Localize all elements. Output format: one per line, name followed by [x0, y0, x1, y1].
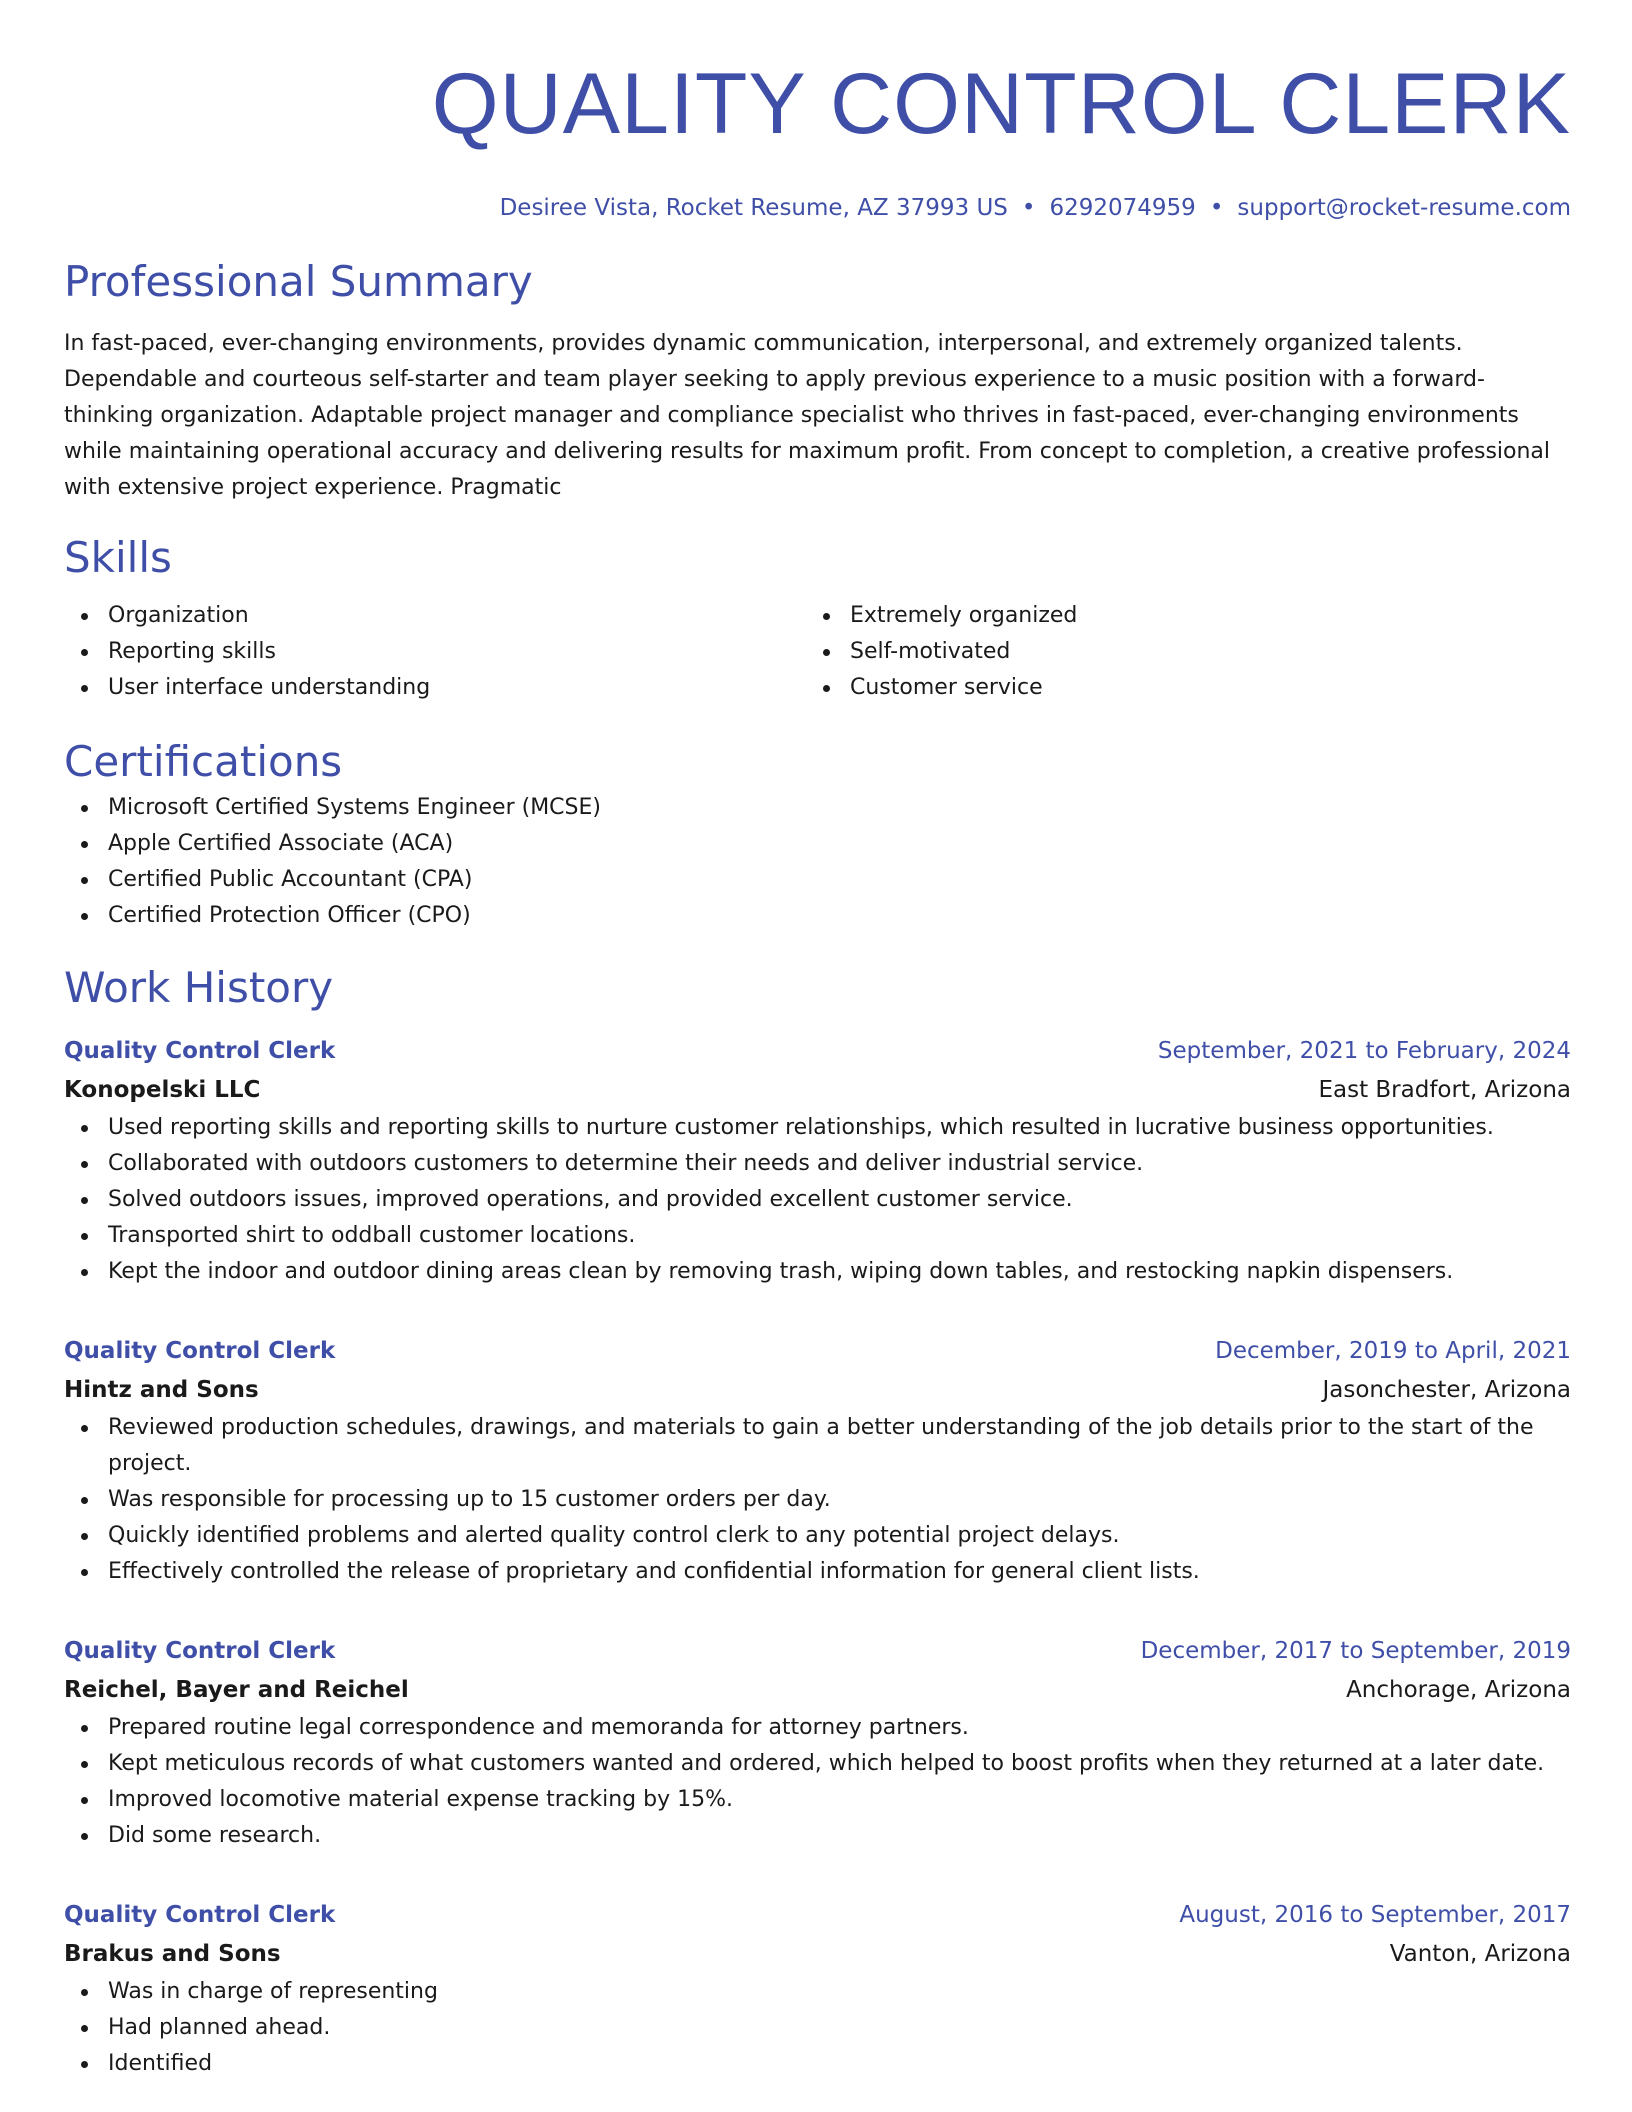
job-title: Quality Control Clerk	[64, 1902, 336, 1928]
job-duty-item: Identified	[64, 2046, 1571, 2082]
job-entry	[64, 1332, 1571, 1590]
resume-page	[64, 54, 1571, 2082]
job-dates: December, 2017 to September, 2019	[1140, 1638, 1571, 1664]
job-location: East Bradfort, Arizona	[1318, 1077, 1571, 1103]
job-entry	[64, 1632, 1571, 1854]
contact-separator: •	[1021, 195, 1036, 221]
job-duty-item: Solved outdoors issues, improved operations, and provided excellent customer service.	[64, 1182, 1571, 1218]
resume-header	[64, 54, 1571, 224]
skills-column-left	[64, 598, 806, 706]
skill-item: Self-motivated	[806, 634, 1548, 670]
job-company: Reichel, Bayer and Reichel	[64, 1677, 409, 1703]
job-duty-item: Kept the indoor and outdoor dining areas clean by removing trash, wiping down tables, and restocking napkin dispensers.	[64, 1254, 1571, 1290]
skill-item: Customer service	[806, 670, 1548, 706]
job-title: Quality Control Clerk	[64, 1038, 336, 1064]
skills-column-right	[806, 598, 1548, 706]
job-duties	[64, 1110, 1571, 1290]
job-duty-item: Quickly identified problems and alerted quality control clerk to any potential project delays.	[64, 1518, 1571, 1554]
job-duty-item: Had planned ahead.	[64, 2010, 1571, 2046]
job-company-row	[64, 1670, 1571, 1710]
job-entry	[64, 1032, 1571, 1290]
work-history-heading: Work History	[64, 963, 334, 1012]
contact-email[interactable]: support@rocket-resume.com	[1237, 195, 1571, 221]
job-duty-item: Reviewed production schedules, drawings, and materials to gain a better understanding of the job details prior to the start of the project.	[64, 1410, 1571, 1482]
job-location: Vanton, Arizona	[1389, 1941, 1571, 1967]
job-duty-item: Collaborated with outdoors customers to determine their needs and deliver industrial service.	[64, 1146, 1571, 1182]
job-company: Brakus and Sons	[64, 1941, 281, 1967]
job-duty-item: Was responsible for processing up to 15 customer orders per day.	[64, 1482, 1571, 1518]
job-duty-item: Used reporting skills and reporting skills to nurture customer relationships, which resulted in lucrative business opportunities.	[64, 1110, 1571, 1146]
skills-list	[64, 598, 1571, 706]
skills-heading: Skills	[64, 533, 172, 582]
job-dates: December, 2019 to April, 2021	[1215, 1338, 1571, 1364]
job-duty-item: Effectively controlled the release of proprietary and confidential information for general client lists.	[64, 1554, 1571, 1590]
certification-item: Certified Public Accountant (CPA)	[64, 862, 1571, 898]
job-duty-item: Improved locomotive material expense tracking by 15%.	[64, 1782, 1571, 1818]
summary-heading: Professional Summary	[64, 257, 533, 306]
job-title: Quality Control Clerk	[64, 1638, 336, 1664]
job-dates: August, 2016 to September, 2017	[1179, 1902, 1571, 1928]
contact-phone[interactable]: 6292074959	[1049, 195, 1196, 221]
skill-item: Organization	[64, 598, 806, 634]
contact-address: Desiree Vista, Rocket Resume, AZ 37993 US	[499, 195, 1008, 221]
job-duty-item: Was in charge of representing	[64, 1974, 1571, 2010]
skill-item: Extremely organized	[806, 598, 1548, 634]
job-duty-item: Kept meticulous records of what customers wanted and ordered, which helped to boost profits when they returned at a later date.	[64, 1746, 1571, 1782]
contact-line	[64, 192, 1571, 224]
certifications-list	[64, 790, 1571, 934]
job-company: Hintz and Sons	[64, 1377, 259, 1403]
skill-item: User interface understanding	[64, 670, 806, 706]
skill-item: Reporting skills	[64, 634, 806, 670]
job-location: Anchorage, Arizona	[1346, 1677, 1571, 1703]
job-title-row	[64, 1032, 1571, 1070]
job-entry	[64, 1896, 1571, 2082]
certification-item: Microsoft Certified Systems Engineer (MCSE)	[64, 790, 1571, 826]
job-company-row	[64, 1934, 1571, 1974]
certifications-heading: Certifications	[64, 737, 343, 786]
candidate-title: QUALITY CONTROL CLERK	[431, 56, 1571, 152]
contact-separator: •	[1209, 195, 1224, 221]
summary-text: In fast-paced, ever-changing environments, provides dynamic communication, interpersonal, and extremely organized talents. Dependable and courteous self-starter and team player seeking to apply previous experience to a music position with a forward-thinking organization. Adaptable project manager and compliance specialist who thrives in fast-paced, ever-changing environments while maintaining operational accuracy and delivering results for maximum profit. From concept to completion, a creative professional with extensive project experience. Pragmatic	[64, 331, 1551, 500]
certification-item: Apple Certified Associate (ACA)	[64, 826, 1571, 862]
job-dates: September, 2021 to February, 2024	[1157, 1038, 1571, 1064]
job-title-row	[64, 1332, 1571, 1370]
job-title: Quality Control Clerk	[64, 1338, 336, 1364]
job-duties	[64, 1974, 1571, 2082]
job-company: Konopelski LLC	[64, 1077, 261, 1103]
job-duties	[64, 1410, 1571, 1590]
job-title-row	[64, 1632, 1571, 1670]
certification-item: Certified Protection Officer (CPO)	[64, 898, 1571, 934]
job-location: Jasonchester, Arizona	[1322, 1377, 1571, 1403]
job-duty-item: Prepared routine legal correspondence and memoranda for attorney partners.	[64, 1710, 1571, 1746]
job-duty-item: Transported shirt to oddball customer locations.	[64, 1218, 1571, 1254]
job-duty-item: Did some research.	[64, 1818, 1571, 1854]
job-duties	[64, 1710, 1571, 1854]
job-title-row	[64, 1896, 1571, 1934]
job-company-row	[64, 1370, 1571, 1410]
job-company-row	[64, 1070, 1571, 1110]
